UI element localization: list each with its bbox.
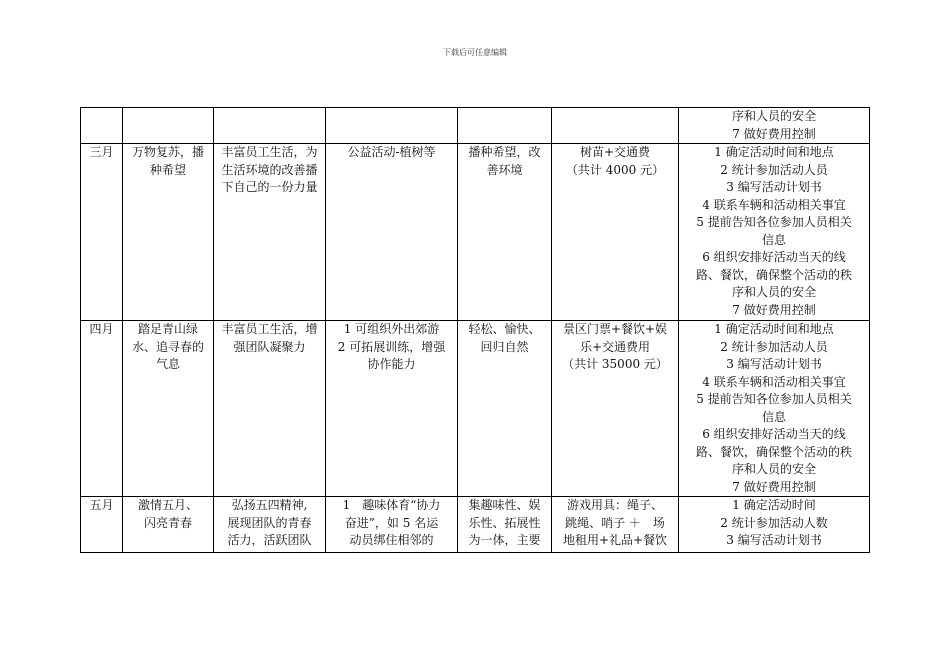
- purpose-line: 活力，活跃团队: [227, 533, 312, 547]
- step-line: 序和人员的安全: [731, 285, 816, 299]
- step-line: 5 提前告知各位参加人员相关: [696, 392, 852, 406]
- purpose-line: 弘扬五四精神,: [231, 498, 308, 512]
- steps-cell: [679, 321, 870, 497]
- purpose-cell: 丰富员工生活，为生活环境的改善播下自己的一份力量: [214, 144, 326, 321]
- activity-plan-table: [80, 107, 870, 553]
- step-line: 7 做好费用控制: [732, 302, 816, 317]
- budget-cell: [552, 108, 679, 144]
- step-line: 信息: [761, 232, 786, 247]
- table-row: [81, 321, 870, 497]
- step-line: 1 确定活动时间和地点: [714, 145, 834, 159]
- month-cell: [81, 108, 123, 144]
- month-cell: 五月: [81, 497, 123, 553]
- steps-cell: [679, 108, 870, 144]
- step-line: 2 统计参加活动人员: [720, 339, 828, 354]
- purpose-cell: [214, 108, 326, 144]
- step-line: 1 确定活动时间和地点: [714, 322, 834, 336]
- month-cell: 三月: [81, 144, 123, 321]
- budget-line: 景区门票+餐饮+娱: [562, 322, 668, 336]
- content-line: 动员绑住相邻的: [349, 533, 434, 547]
- theme-line: 激情五月、: [137, 498, 198, 512]
- budget-line: 树苗+交通费: [579, 145, 651, 159]
- step-line: 7 做好费用控制: [732, 126, 816, 141]
- budget-line: 乐+交通费用: [579, 339, 651, 354]
- content-line: 协作能力: [367, 357, 416, 371]
- content-cell: [326, 108, 458, 144]
- theme-cell: 万物复苏，播种希望: [123, 144, 214, 321]
- purpose-cell: 丰富员工生活，增强团队凝聚力: [214, 321, 326, 497]
- effect-cell: 播种希望，改善环境: [458, 144, 552, 321]
- effect-line: 为一体，主要: [468, 533, 541, 547]
- step-line: 信息: [761, 409, 786, 424]
- steps-cell: [679, 144, 870, 321]
- step-line: 3 编写活动计划书: [726, 533, 822, 547]
- content-cell: 公益活动-植树等: [326, 144, 458, 321]
- step-line: 3 编写活动计划书: [726, 357, 822, 371]
- step-line: 序和人员的安全: [731, 462, 816, 476]
- theme-cell: 踏足青山绿水、追寻春的气息: [123, 321, 214, 497]
- effect-line: 集趣味性、娱: [468, 498, 541, 512]
- step-line: 序和人员的安全: [731, 109, 816, 123]
- step-line: 2 统计参加活动人数: [720, 515, 828, 530]
- step-line: 5 提前告知各位参加人员相关: [696, 215, 852, 229]
- content-line: 1 可组织外出郊游: [343, 322, 440, 336]
- content-cell: [326, 497, 458, 553]
- header-note: 下载后可任意编辑: [443, 48, 507, 57]
- step-line: 3 编写活动计划书: [726, 180, 822, 194]
- step-line: 4 联系车辆和活动相关事宜: [702, 374, 846, 389]
- theme-cell: [123, 497, 214, 553]
- effect-cell: 轻松、愉快、回归自然: [458, 321, 552, 497]
- table-row: [81, 144, 870, 321]
- content-line: 1 趣味体育“协力: [342, 498, 441, 512]
- budget-line: 地租用+礼品+餐饮: [562, 533, 668, 547]
- budget-cell: [552, 497, 679, 553]
- content-line: 奋进”，如 5 名运: [344, 515, 439, 530]
- step-line: 2 统计参加活动人员: [720, 162, 828, 177]
- table-row: [81, 497, 870, 553]
- month-cell: 四月: [81, 321, 123, 497]
- budget-line: 跳绳、哨子 ＋ 场: [565, 515, 665, 530]
- purpose-cell: [214, 497, 326, 553]
- effect-cell: [458, 108, 552, 144]
- step-line: 4 联系车辆和活动相关事宜: [702, 197, 846, 212]
- budget-line: （共计 35000 元）: [562, 357, 668, 371]
- content-cell: [326, 321, 458, 497]
- budget-cell: [552, 321, 679, 497]
- budget-line: 游戏用具：绳子、: [566, 498, 663, 512]
- effect-cell: [458, 497, 552, 553]
- purpose-line: 展现团队的青春: [227, 515, 312, 530]
- effect-line: 乐性、拓展性: [468, 515, 541, 530]
- step-line: 路、餐饮，确保整个活动的秩: [695, 267, 852, 282]
- budget-cell: [552, 144, 679, 321]
- budget-line: （共计 4000 元）: [565, 162, 665, 177]
- step-line: 路、餐饮，确保整个活动的秩: [695, 444, 852, 459]
- theme-line: 闪亮青春: [143, 515, 192, 530]
- step-line: 7 做好费用控制: [732, 479, 816, 494]
- step-line: 6 组织安排好活动当天的线: [702, 427, 846, 441]
- content-line: 2 可拓展训练，增强: [337, 339, 446, 354]
- steps-cell: [679, 497, 870, 553]
- theme-cell: [123, 108, 214, 144]
- step-line: 6 组织安排好活动当天的线: [702, 250, 846, 264]
- step-line: 1 确定活动时间: [732, 498, 816, 512]
- table-row: [81, 108, 870, 144]
